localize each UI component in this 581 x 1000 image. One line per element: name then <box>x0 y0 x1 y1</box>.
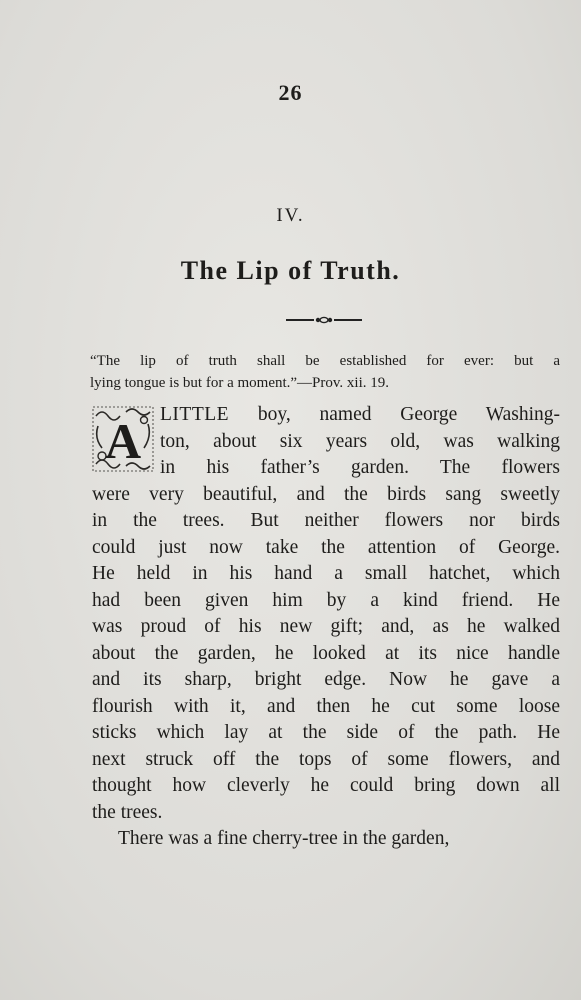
text-line: and its sharp, bright edge. Now he gave a <box>92 669 560 690</box>
text-line: about the garden, he looked at its nice handle <box>92 642 560 664</box>
text-line: There was a fine cherry-tree in the garden, <box>118 828 450 849</box>
text-line: the trees. <box>92 801 163 823</box>
chapter-number: IV. <box>276 205 305 226</box>
text-line: next struck off the tops of some flowers, and <box>92 748 560 770</box>
text-line: sticks which lay at the side of the path. He <box>92 722 560 743</box>
drop-cap-letter: A <box>104 413 142 469</box>
text-line-rest: boy, named George Washing- <box>229 404 560 425</box>
text-line: could just now take the attention of George. <box>92 536 560 558</box>
text-line <box>160 402 560 429</box>
chapter-title: The Lip of Truth. <box>180 256 401 285</box>
epigraph-line: “The lip of truth shall be established for ever: but a <box>90 353 560 369</box>
text-line: in the trees. But neither flowers nor birds <box>92 510 560 531</box>
text-line: ton, about six years old, was walking <box>160 430 560 452</box>
text-line: He held in his hand a small hatchet, which <box>92 563 560 584</box>
ornament-divider-icon <box>286 314 362 326</box>
text-line: flourish with it, and then he cut some loose <box>92 695 560 717</box>
body-text <box>92 402 560 853</box>
first-word: LITTLE <box>160 404 230 425</box>
epigraph <box>90 350 560 394</box>
text-line: had been given him by a kind friend. He <box>92 589 560 611</box>
text-line: in his father’s garden. The flowers <box>160 457 560 478</box>
page-number: 26 <box>278 80 303 105</box>
epigraph-line: lying tongue is but for a moment.”—Prov. xii. 19. <box>90 375 389 391</box>
text-line: thought how cleverly he could bring down all <box>92 775 560 796</box>
text-line: were very beautiful, and the birds sang sweetly <box>92 483 560 505</box>
text-line: was proud of his new gift; and, as he walked <box>92 616 560 637</box>
